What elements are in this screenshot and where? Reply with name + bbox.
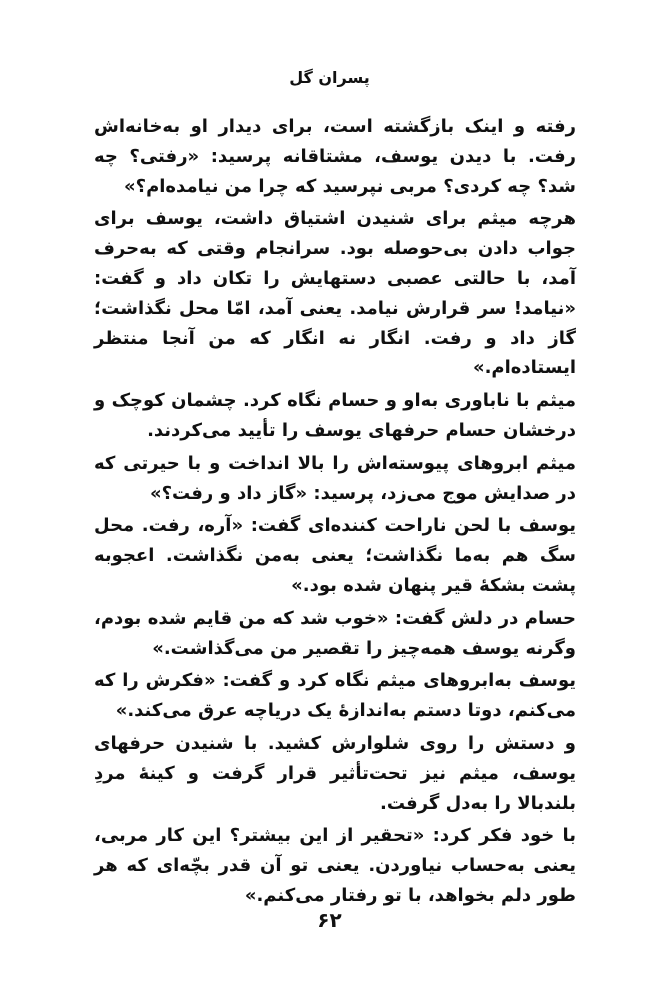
paragraph: رفته و اینک بازگشته است، برای دیدار او به‌خانه‌اش رفت. با دیدن یوسف، مشتاقانه پرسید: «رفتی؟ چه شد؟ چه کردی؟ مربی نپرسید که چرا من نیامده‌ام؟» — [94, 116, 576, 197]
paragraph: یوسف به‌ابروهای میثم نگاه کرد و گفت: «فکرش را که می‌کنم، دوتا دستم به‌اندازهٔ یک دریاچه عرق می‌کند.» — [94, 670, 576, 722]
paragraph: حسام در دلش گفت: «خوب شد که من قایم شده بودم، وگرنه یوسف همه‌چیز را تقصیر من می‌گذاشت.» — [94, 607, 576, 659]
paragraph: یوسف با لحن ناراحت کننده‌ای گفت: «آره، رفت. محل سگ هم به‌ما نگذاشت؛ یعنی به‌من نگذاشت. اعجوبه پشت بشکهٔ قیر پنهان شده بود.» — [94, 515, 576, 596]
paragraph: و دستش را روی شلوارش کشید. با شنیدن حرفهای یوسف، میثم نیز تحت‌تأثیر قرار گرفت و کینهٔ مردِ بلندبالا را به‌دل گرفت. — [94, 732, 576, 814]
page-number: ۶۲ — [317, 908, 342, 932]
paragraph: میثم با ناباوری به‌او و حسام نگاه کرد. چشمان کوچک و درخشان حسام حرفهای یوسف را تأیید می‌کردند. — [94, 390, 576, 441]
page-body — [94, 112, 576, 911]
paragraph: با خود فکر کرد: «تحقیر از این بیشتر؟ این کار مربی، یعنی به‌حساب نیاوردن. یعنی تو آن قدر بچّه‌ای که هر طور دلم بخواهد، با تو رفتار می‌کنم.» — [94, 825, 576, 906]
running-header: پسران گل — [289, 68, 370, 87]
paragraph: میثم ابروهای پیوسته‌اش را بالا انداخت و با حیرتی که در صدایش موج می‌زد، پرسید: «گاز داد و رفت؟» — [94, 452, 576, 504]
paragraph: هرچه میثم برای شنیدن اشتیاق داشت، یوسف برای جواب دادن بی‌حوصله بود. سرانجام وقتی که به‌حرف آمد، با حالتی عصبی دستهایش را تکان داد و گفت: «نیامد! سر قرارش نیامد. یعنی آمد، امّا محل نگذاشت؛ گاز داد و رفت. انگار نه انگار که من آنجا منتظر ایستاده‌ام.» — [94, 208, 576, 379]
